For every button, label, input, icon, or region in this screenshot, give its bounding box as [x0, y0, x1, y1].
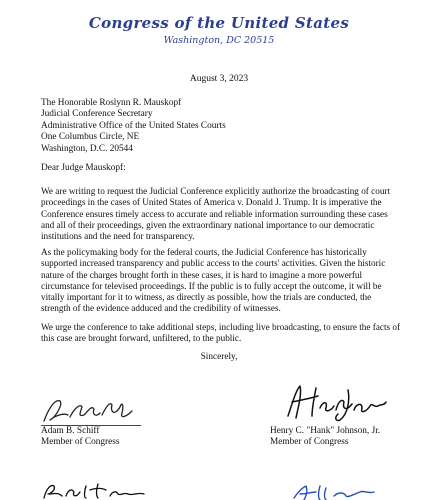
signer-name: Adam B. Schiff	[41, 426, 100, 436]
partial-signature-left	[40, 482, 150, 500]
salutation: Dear Judge Mauskopf:	[41, 163, 126, 173]
signer-title: Member of Congress	[41, 437, 120, 448]
schiff-signature	[40, 395, 140, 427]
recipient-address	[41, 98, 226, 155]
body-paragraph-2: As the policymaking body for the federal courts, the Judicial Conference has historically supported increased transparency and public access to the courts' activities. Given the historic nature of the charges brought forth in these cases, it is hard to imagine a more powerful circumstance for televised proceedings. If the public is to fully accept the outcome, it will be vitally important for it to witness, as directly as possible, how the trials are conducted, the strength of the evidence adduced and the credibility of witnesses.	[41, 247, 386, 314]
letterhead	[0, 14, 438, 46]
body-paragraph-1: We are writing to request the Judicial Conference explicitly authorize the broadcasting of court proceedings in the cases of United States of America v. Donald J. Trump. It is imperative the Conference ensures timely access to accurate and reliable information surrounding these cases and all of their proceedings, given the extraordinary national importance to our democratic institutions and the need for transparency.	[41, 186, 391, 242]
address-line: Administrative Office of the United States Courts	[41, 120, 226, 131]
address-line: Judicial Conference Secretary	[41, 109, 153, 120]
signer-schiff	[41, 426, 120, 449]
letter-date: August 3, 2023	[189, 74, 249, 84]
signer-title: Member of Congress	[270, 437, 349, 448]
signer-name: Henry C. "Hank" Johnson, Jr.	[270, 426, 381, 436]
johnson-signature	[282, 380, 392, 425]
letterhead-title: Congress of the United States	[88, 14, 350, 32]
address-line: Washington, D.C. 20544	[41, 143, 133, 154]
address-line: One Columbus Circle, NE	[41, 132, 140, 143]
closing: Sincerely,	[200, 352, 238, 362]
body-paragraph-3: We urge the conference to take additional steps, including live broadcasting, to ensure the facts of this case are brought forward, unfiltered, to the public.	[41, 322, 401, 344]
letterhead-subtitle: Washington, DC 20515	[163, 35, 275, 46]
signer-johnson	[270, 426, 380, 449]
address-line: The Honorable Roslynn R. Mauskopf	[41, 98, 182, 108]
partial-signature-right	[290, 484, 380, 500]
